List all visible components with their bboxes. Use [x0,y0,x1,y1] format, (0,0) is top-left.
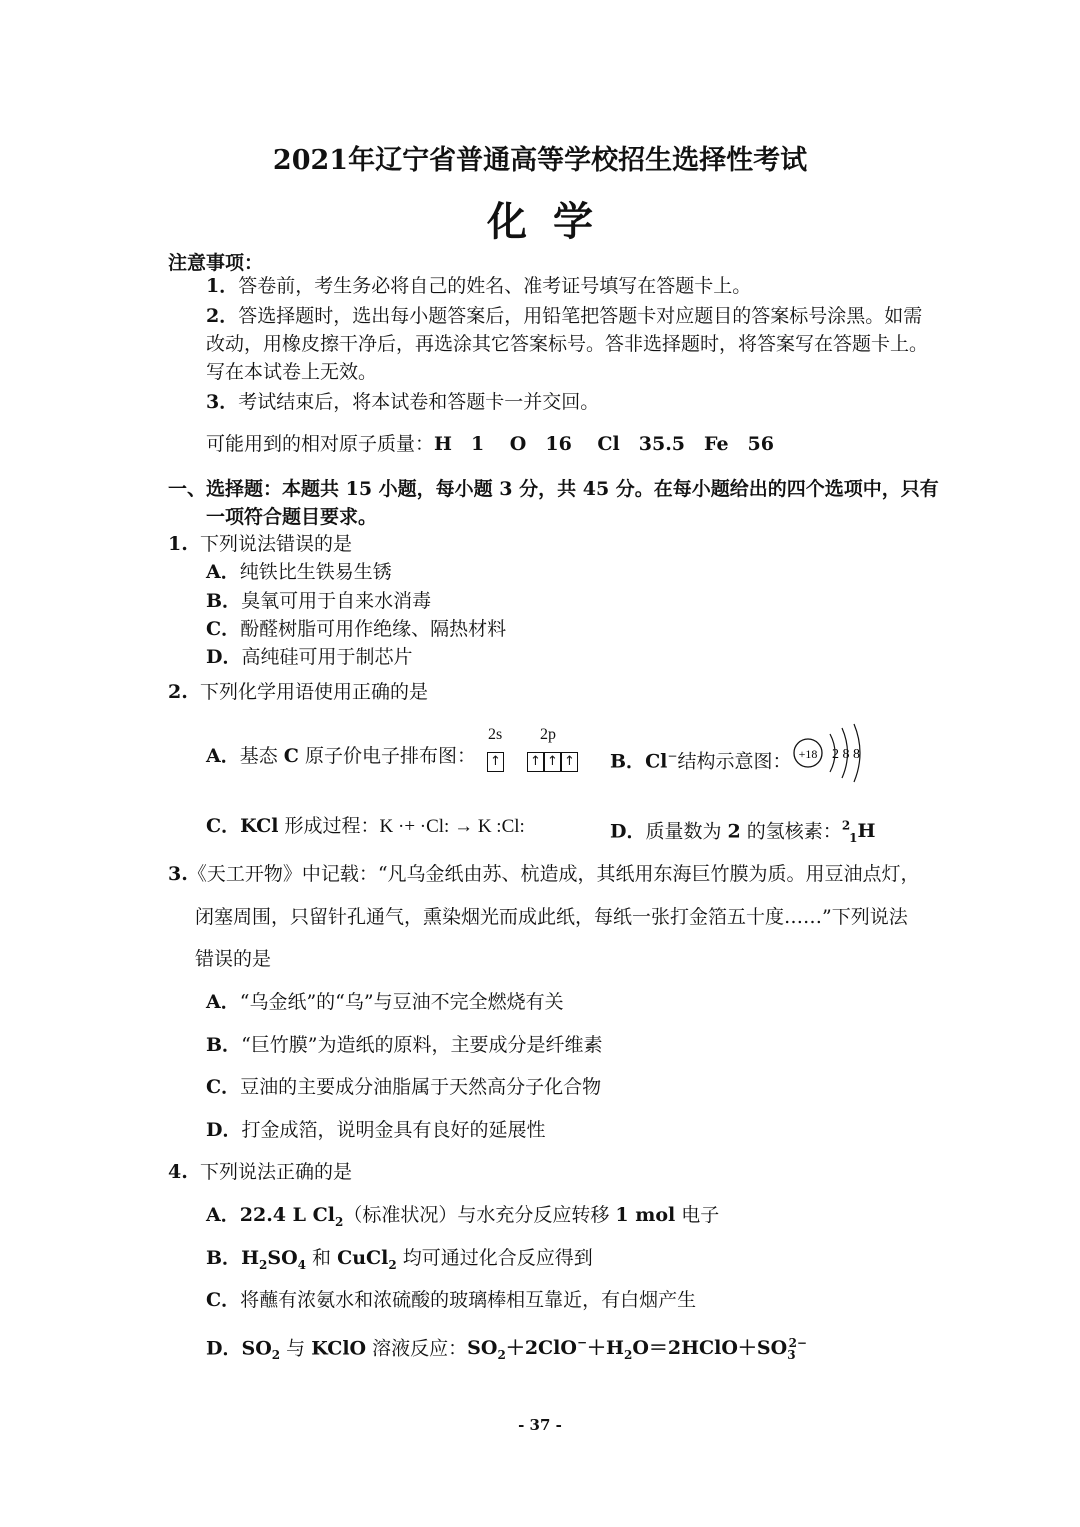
question-1-option-d: D．高纯硅可用于制芯片 [206,646,413,668]
question-4-option-c: C．将蘸有浓氨水和浓硫酸的玻璃棒相互靠近，有白烟产生 [206,1289,697,1311]
question-4-option-b: B．$H_2SO_4$ 和 CuCl$_2$ 均可通过化合反应得到 [206,1247,593,1272]
question-4-option-d: D．$SO_2$ 与 KClO 溶液反应：$SO_2+2ClO^-+H_2O=2HClO+SO_3^{2-}$ [206,1336,807,1363]
kcl-formation-formula: K ·+ ·Cl: → K :Cl: [379,816,525,837]
question-1-option-a: A．纯铁比生铁易生锈 [206,561,392,583]
chlorine-ion-structure-diagram [790,720,870,784]
question-3-stem-line2: 闭塞周围，只留针孔通气，熏染烟光而成此纸，每纸一张打金箔五十度……”下列说法 [195,906,908,928]
question-1-option-c: C．酚醛树脂可用作绝缘、隔热材料 [206,618,507,640]
exam-title: 2021年辽宁省普通高等学校招生选择性考试 [272,145,808,176]
question-3-option-c: C．豆油的主要成分油脂属于天然高分子化合物 [206,1076,602,1098]
orbital-box-2p-3: ↑ [561,752,578,772]
notice-item-3: 3．考试结束后，将本试卷和答题卡一并交回。 [206,391,600,413]
question-2-stem: 2. 下列化学用语使用正确的是 [168,681,428,703]
question-2-option-c: C．KCl 形成过程：K ·+ ·Cl: → K :Cl: [206,815,525,837]
question-2-option-a: A．基态 C 原子价电子排布图： [206,745,476,767]
question-4-stem: 4. 下列说法正确的是 [168,1161,352,1183]
question-3-option-b: B．“巨竹膜”为造纸的原料，主要成分是纤维素 [206,1034,603,1056]
atomic-mass-line: 可能用到的相对原子质量：H 1 O 16 Cl 35.5 Fe 56 [206,433,775,455]
question-3-option-a: A．“乌金纸”的“乌”与豆油不完全燃烧有关 [206,991,564,1013]
notice-item-2-line3: 写在本试卷上无效。 [206,361,378,383]
orbital-label-2s: 2s [488,726,503,743]
notice-heading: 注意事项： [168,252,264,274]
orbital-label-2p: 2p [540,726,556,743]
question-2-option-d: D．质量数为 2 的氢核素：$^2_1$H [610,819,876,846]
section-heading-line2: 一项符合题目要求。 [206,506,378,528]
redox-equation: $SO_2+2ClO^-+H_2O=2HClO+SO_3^{2-}$ [467,1336,807,1363]
question-3-stem-line3: 错误的是 [195,948,272,970]
subject-title: 化学 [487,198,619,245]
section-heading: 一、选择题：本题共 15 小题，每小题 3 分，共 45 分。在每小题给出的四个选项中，只有 [168,478,939,500]
question-2-option-b: B．Cl−结构示意图： [610,749,792,773]
nucleus-charge: +18 [798,747,818,761]
orbital-box-2p-2: ↑ [544,752,561,772]
orbital-box-2p-1: ↑ [527,752,544,772]
question-4-option-a: A．22.4 L $Cl_2$（标准状况）与水充分反应转移 1 mol 电子 [206,1204,720,1229]
question-1-stem: 1. 下列说法错误的是 [168,533,352,555]
notice-item-2: 2．答选择题时，选出每小题答案后，用铅笔把答题卡对应题目的答案标号涂黑。如需 [206,305,923,327]
question-3-option-d: D．打金成箔，说明金具有良好的延展性 [206,1119,546,1141]
electron-shells: 2 8 8 [832,747,860,762]
question-1-option-b: B．臭氧可用于自来水消毒 [206,590,432,612]
question-3-stem: 3.《天工开物》中记载：“凡乌金纸由苏、杭造成，其纸用东海巨竹膜为质。用豆油点灯， [168,863,920,885]
orbital-box-2s: ↑ [487,752,504,772]
notice-item-1: 1．答卷前，考生务必将自己的姓名、准考证号填写在答题卡上。 [206,275,752,297]
page-number: - 37 - [518,1416,562,1434]
notice-item-2-line2: 改动，用橡皮擦干净后，再选涂其它答案标号。答非选择题时，将答案写在答题卡上。 [206,333,929,355]
